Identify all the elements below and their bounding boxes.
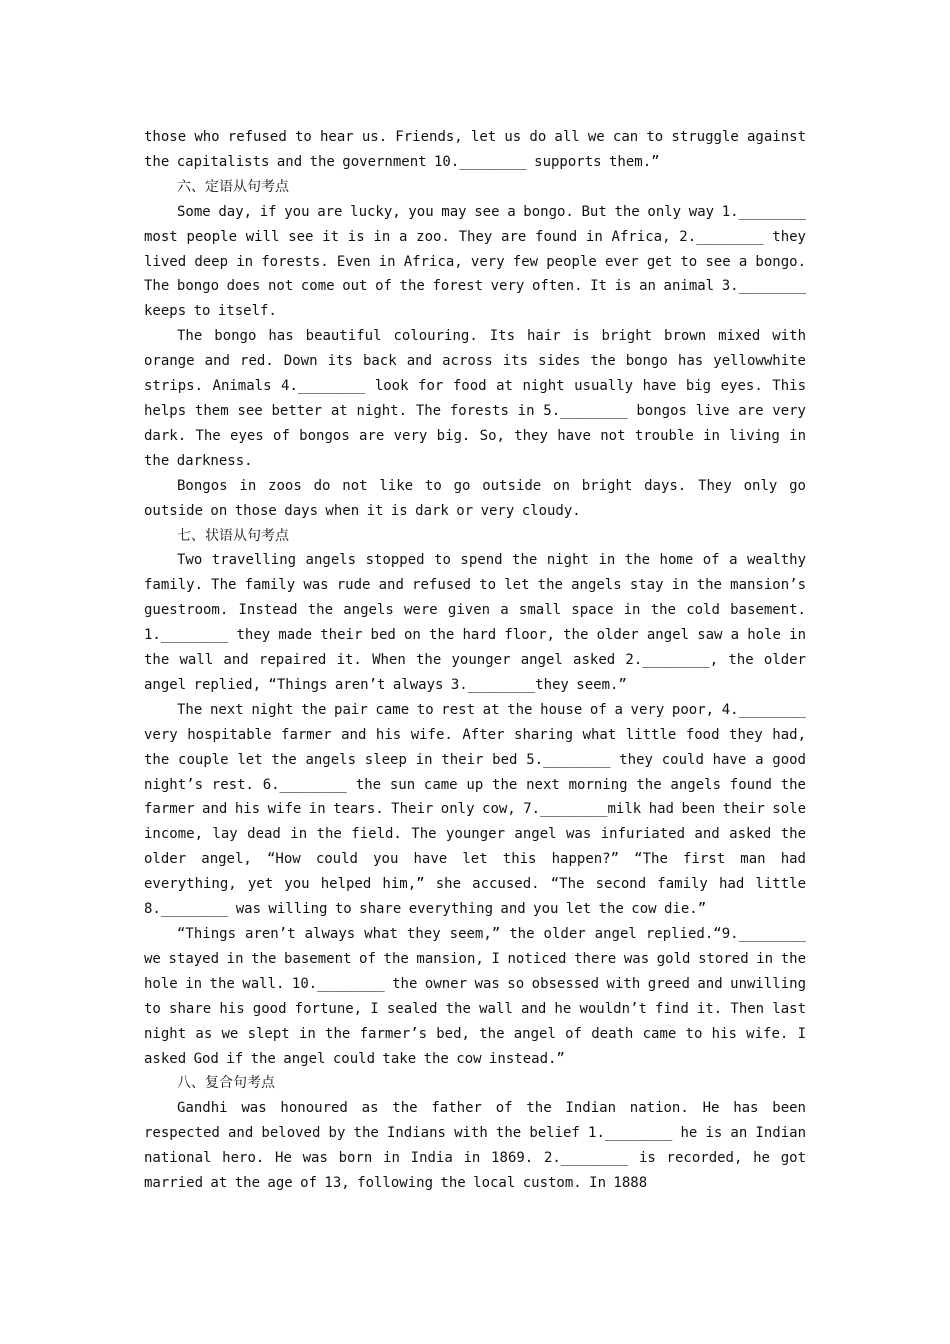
paragraph-bongo-1: Some day, if you are lucky, you may see a bongo. But the only way 1.________ most people will see it is in a zoo. They are found in Africa, 2.________ they lived deep in forests. Even in Africa, very few people ever get to see a bongo. The bongo does not come out of the forest very often. It is an animal 3.________ keeps to itself. <box>144 203 806 320</box>
paragraph-gandhi: Gandhi was honoured as the father of the Indian nation. He has been respected and beloved by the Indians with the belief 1.________ he is an Indian national hero. He was born in India in 1869. 2.________ is recorded, he got married at the age of 13, following the local custom. In 1888 <box>144 1100 806 1192</box>
document-page <box>144 125 806 1196</box>
paragraph-bongo-3: Bongos in zoos do not like to go outside on bright days. They only go outside on those days when it is dark or very cloudy. <box>144 477 806 519</box>
paragraph-angels-3: “Things aren’t always what they seem,” the older angel replied.“9.________ we stayed in the basement of the mansion, I noticed there was gold stored in the hole in the wall. 10.________ the owner was so obsessed with greed and unwilling to share his good fortune, I sealed the wall and he wouldn’t find it. Then last night as we slept in the farmer’s bed, the angel of death came to his wife. I asked God if the angel could take the cow instead.” <box>144 926 806 1067</box>
paragraph-angels-1: Two travelling angels stopped to spend the night in the home of a wealthy family. The family was rude and refused to let the angels stay in the mansion’s guestroom. Instead the angels were given a small space in the cold basement. 1.________ they made their bed on the hard floor, the older angel saw a hole in the wall and repaired it. When the younger angel asked 2.________, the older angel replied, “Things aren’t always 3.________they seem.” <box>144 552 806 693</box>
paragraph-continuation: those who refused to hear us. Friends, let us do all we can to struggle against the capitalists and the government 10.________ supports them.” <box>144 129 806 170</box>
paragraph-bongo-2: The bongo has beautiful colouring. Its hair is bright brown mixed with orange and red. Down its back and across its sides the bongo has yellowwhite strips. Animals 4.________ look for food at night usually have big eyes. This helps them see better at night. The forests in 5.________ bongos live are very dark. The eyes of bongos are very big. So, they have not trouble in living in the darkness. <box>144 328 806 469</box>
section-heading-compound-sentence: 八、复合句考点 <box>177 1075 275 1092</box>
section-heading-adverbial-clause: 七、状语从句考点 <box>177 527 289 544</box>
section-heading-relative-clause: 六、定语从句考点 <box>177 178 289 195</box>
paragraph-angels-2: The next night the pair came to rest at the house of a very poor, 4.________ very hospitable farmer and his wife. After sharing what little food they had, the couple let the angels sleep in their bed 5.________ they could have a good night’s rest. 6.________ the sun came up the next morning the angels found the farmer and his wife in tears. Their only cow, 7.________milk had been their sole income, lay dead in the field. The younger angel was infuriated and asked the older angel, “How could you have let this happen?” “The first man had everything, yet you helped him,” she accused. “The second family had little 8.________ was willing to share everything and you let the cow die.” <box>144 701 806 918</box>
